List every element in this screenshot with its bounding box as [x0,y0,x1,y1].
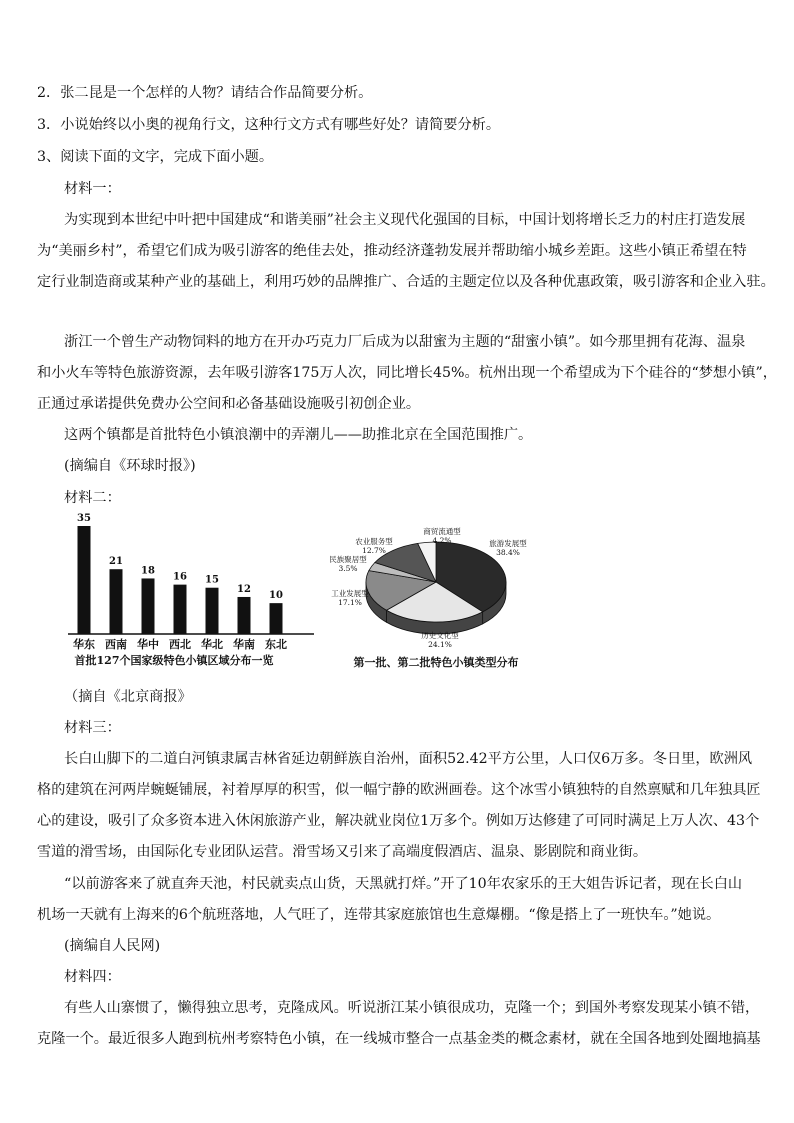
question-2: 2．张二昆是一个怎样的人物？请结合作品简要分析。 [37,85,373,101]
material-3-p2-line2: 机场一天就有上海来的6个航班落地，人气旺了，连带其家庭旅馆也生意爆棚。“像是搭上了一班快车。”她说。 [37,907,721,923]
material-3-p1-line3: 心的建设，吸引了众多资本进入休闲旅游产业，解决就业岗位1万多个。例如万达修建了可同时满足上万人次、43个 [37,813,760,829]
pie-slice-label: 民族聚居型 [329,555,367,564]
material-2-heading: 材料二： [64,490,121,506]
category-tick-label: 东北 [265,638,287,651]
bar-value-label: 10 [269,590,283,602]
bar [174,585,187,634]
pie-slice-label: 商贸流通型 [423,527,461,536]
material-1-p1-line3: 定行业制造商或某种产业的基础上，利用巧妙的品牌推广、合适的主题定位以及各种优惠政策，吸引游客和企业入驻。 [37,274,775,290]
pie-chart [330,510,550,670]
material-1-p2-line3: 正通过承诺提供免费办公空间和必备基础设施吸引初创企业。 [37,396,421,412]
material-3-p1-line1: 长白山脚下的二道白河镇隶属吉林省延边朝鲜族自治州，面积52.42平方公里，人口仅6万多。冬日里，欧洲风 [64,751,753,767]
pie-slice-value: 17.1% [338,598,362,607]
material-1-heading: 材料一： [64,181,121,197]
bar-value-label: 12 [237,583,251,595]
material-2-source: （摘自《北京商报》 [64,689,192,705]
bar-value-label: 18 [141,565,155,577]
bar [142,578,155,634]
pie-slice-label: 历史文化型 [421,631,459,640]
bar-chart-title: 首批127个国家级特色小镇区域分布一览 [74,654,274,667]
material-1-p1-line1: 为实现到本世纪中叶把中国建成“和谐美丽”社会主义现代化强国的目标，中国计划将增长乏力的村庄打造发展 [64,212,746,228]
pie-slice-value: 4.2% [432,536,452,545]
material-1-p1-line2: 为“美丽乡村”，希望它们成为吸引游客的绝佳去处，推动经济蓬勃发展并帮助缩小城乡差距。这些小镇正希望在特 [37,243,747,259]
material-3-p2-line1: “以前游客来了就直奔天池，村民就卖点山货，天黑就打烊。”开了10年农家乐的王大姐告诉记者，现在长白山 [64,876,743,892]
material-4-heading: 材料四： [64,969,121,985]
bar-value-label: 21 [109,556,123,568]
bar-chart [62,510,322,670]
pie-slice-label: 旅游发展型 [489,539,527,548]
bar-value-label: 35 [77,513,91,524]
bar [78,526,91,634]
material-1-p2-line1: 浙江一个曾生产动物饲料的地方在开办巧克力厂后成为以甜蜜为主题的“甜蜜小镇”。如今那里拥有花海、温泉 [64,334,746,350]
section-3-intro: 3、阅读下面的文字，完成下面小题。 [37,149,274,165]
category-tick-label: 华南 [233,638,255,651]
category-tick-label: 华中 [137,638,159,651]
bar [270,603,283,634]
pie-slice-value: 3.5% [338,564,358,573]
category-tick-label: 华北 [201,638,223,651]
pie-slice-label: 工业发展型 [331,589,369,598]
material-1-p3: 这两个镇都是首批特色小镇浪潮中的弄潮儿——助推北京在全国范围推广。 [64,427,533,443]
pie-chart-title: 第一批、第二批特色小镇类型分布 [353,656,519,669]
material-3-heading: 材料三： [64,720,121,736]
material-3-p1-line2: 格的建筑在河两岸蜿蜒铺展，衬着厚厚的积雪，似一幅宁静的欧洲画卷。这个冰雪小镇独特的自然禀赋和几年独具匠 [37,782,761,798]
bar-value-label: 16 [173,571,187,583]
material-1-source: (摘编自《环球时报》) [64,458,196,474]
question-3: 3．小说始终以小奥的视角行文，这种行文方式有哪些好处？请简要分析。 [37,117,501,133]
bar [206,588,219,634]
category-tick-label: 西南 [105,638,127,651]
material-3-p1-line4: 雪道的滑雪场，由国际化专业团队运营。滑雪场又引来了高端度假酒店、温泉、影剧院和商业街。 [37,844,648,860]
pie-slice-value: 24.1% [428,640,452,649]
material-4-p1-line1: 有些人山寨惯了，懒得独立思考，克隆成风。听说浙江某小镇很成功，克隆一个；到国外考察发现某小镇不错， [64,1000,760,1016]
pie-slice-value: 12.7% [362,546,386,555]
material-3-source: (摘编自人民网) [64,938,161,954]
bar-value-label: 15 [205,574,219,586]
pie-slice-label: 农业服务型 [355,537,393,546]
material-4-p1-line2: 克隆一个。最近很多人跑到杭州考察特色小镇，在一线城市整合一点基金类的概念素材，就在全国各地到处圈地搞基 [37,1031,761,1047]
bar [238,597,251,634]
bar [110,569,123,634]
pie-slice-value: 38.4% [496,548,520,557]
category-tick-label: 华东 [73,638,95,651]
category-tick-label: 西北 [169,638,191,651]
material-1-p2-line2: 和小火车等特色旅游资源，去年吸引游客175万人次，同比增长45%。杭州出现一个希望成为下个硅谷的“梦想小镇”， [37,365,777,381]
